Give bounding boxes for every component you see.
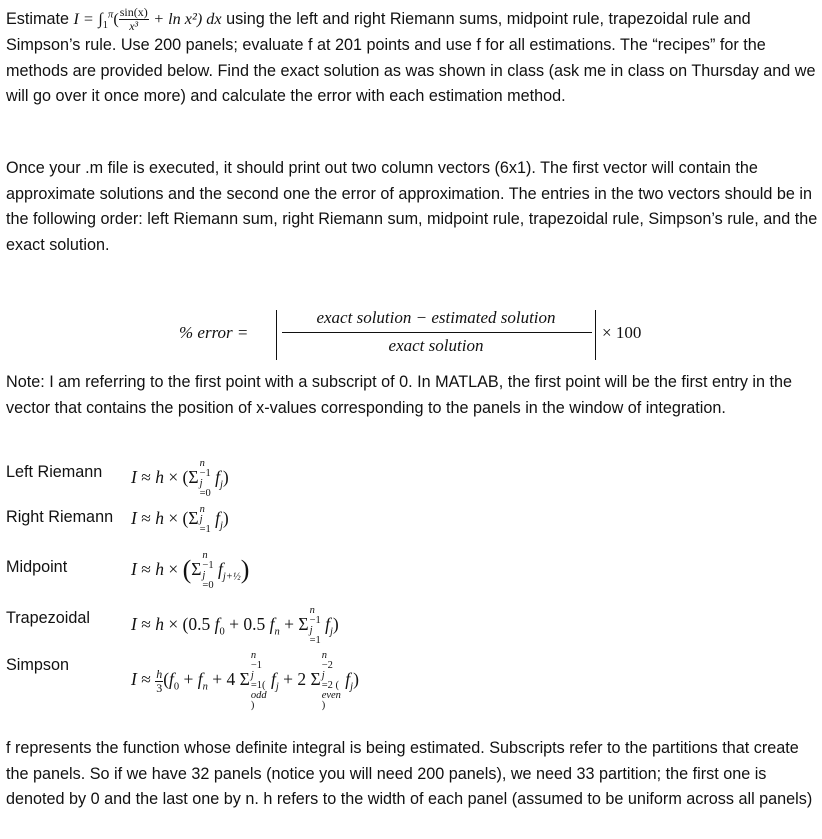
error-multiplier: × 100 — [602, 323, 642, 342]
rule-label-right-riemann: Right Riemann — [6, 508, 114, 526]
integral-tail: + ln x²) dx — [153, 9, 222, 28]
rule-label-left-riemann: Left Riemann — [6, 463, 103, 481]
error-numerator: exact solution − estimated solution — [316, 308, 556, 327]
rule-formula-simpson: I ≈ $\frac{h}{3}$ ($f_0 + f_n + 4$ Σ n −1 j =1( odd ) $f_j + 2$ Σ n −2 j =2 ( even ) $f_j$) — [131, 650, 359, 711]
error-denominator: exact solution — [388, 336, 484, 355]
integral-fraction — [119, 6, 149, 33]
integral-head: I = — [73, 9, 94, 28]
output-instructions-paragraph: Once your .m file is executed, it should print out two column vectors (6x1). The first vector will contain the approximate solutions and the second one the error of approximation. The entries in the two vectors should be in the following order: left Riemann sum, right Riemann sum, midpoint rule, trapezoidal rule, Simpson’s rule, and the exact solution. — [6, 159, 818, 254]
rule-label-midpoint: Midpoint — [6, 558, 68, 576]
error-lhs: % error = — [179, 323, 249, 342]
intro-paragraph — [6, 6, 818, 110]
intro-rest: rule and Simpson’s rule. Use 200 panels; evaluate f at 201 points and use f for all estimations. The “recipes” for the methods are provided below. Find the exact solution as was shown in class (ask me in class on Thursday and we will go over it once more) and calculate the error with each estimation method. — [6, 9, 816, 105]
rule-formula-left-riemann: I ≈ h × (Σ n −1 j =0 $f_j$) — [131, 458, 229, 499]
integral-lower: 1 — [102, 20, 109, 32]
integral-frac-num: sin(x) — [119, 5, 148, 19]
footer-paragraph: f represents the function whose definite integral is being estimated. Subscripts refer to the partitions that create the panels. So if we have 32 panels (notice you will need 200 panels), we need 33 partition; the first one is denoted by 0 and the last one by n. h refers to the width of each panel (assumed to be uniform across all panels) — [6, 739, 813, 808]
integral-frac-den: x³ — [129, 19, 139, 33]
abs-bar-right — [595, 310, 596, 360]
rule-formula-right-riemann: I ≈ h × (Σ n j =1 $f_j$) — [131, 504, 229, 535]
rule-label-simpson: Simpson — [6, 656, 69, 674]
rule-label-trapezoidal: Trapezoidal — [6, 609, 90, 627]
error-fraction-bar — [282, 332, 592, 333]
note-paragraph: Note: I am referring to the first point with a subscript of 0. In MATLAB, the first point will be the first entry in the vector that contains the position of x-values corresponding to the panels in the window of integration. — [6, 373, 793, 417]
integral-sign: $\int_1^\pi$( — [98, 9, 119, 32]
rule-formula-trapezoidal: I ≈ h × (0.5 $f_0 + 0.5$ $f_n + \Sigma$ n −1 j =1 $f_j$) — [131, 605, 339, 646]
intro-rest-line1: using the left and right Riemann sums, midpoint rule, trapezoidal — [221, 9, 688, 28]
estimate-word: Estimate — [6, 9, 69, 28]
rule-formula-midpoint: I ≈ h × (Σ n −1 j =0 $f_{j+\frac{1}{2}}$) — [131, 550, 250, 591]
integral-upper: π — [108, 9, 114, 21]
error-formula — [0, 300, 822, 370]
abs-bar-left — [276, 310, 277, 360]
